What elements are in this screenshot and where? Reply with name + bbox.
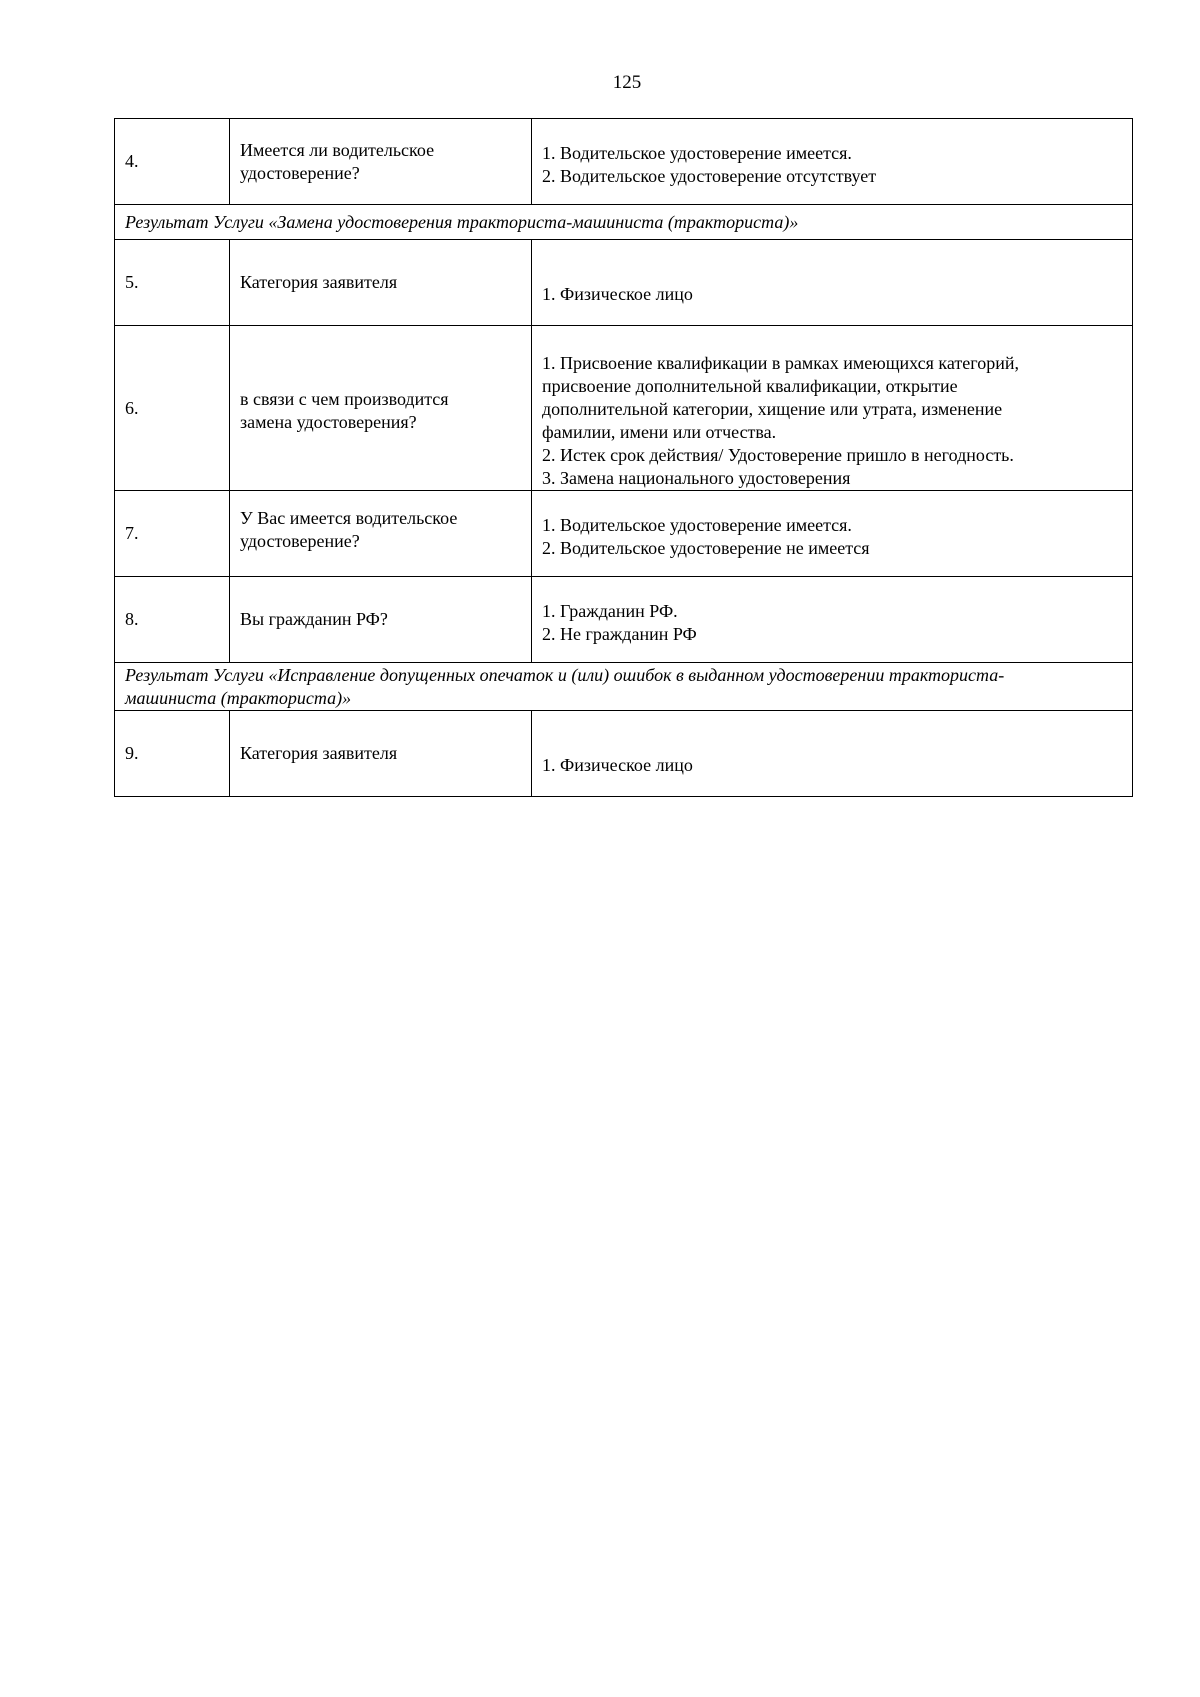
row-number: 7.	[115, 491, 230, 577]
answer-line: 2. Водительское удостоверение отсутствует	[542, 165, 877, 186]
row-number: 8.	[115, 577, 230, 663]
answer-line: 1. Гражданин РФ.	[542, 600, 678, 621]
question-line: Вы гражданин РФ?	[240, 609, 388, 629]
question-line: Категория заявителя	[240, 743, 398, 763]
question-cell	[230, 119, 532, 205]
row-number: 9.	[115, 711, 230, 797]
row-number: 4.	[115, 119, 230, 205]
answer-cell	[532, 119, 1133, 205]
answer-line: 3. Замена национального удостоверения	[542, 468, 851, 488]
answer-cell	[532, 711, 1133, 797]
question-cell	[230, 326, 532, 491]
question-line: удостоверение?	[240, 530, 360, 551]
question-line: У Вас имеется водительское	[240, 507, 458, 528]
answer-line: 2. Не гражданин РФ	[542, 623, 697, 644]
answer-line: 1. Присвоение квалификации в рамках имеющихся категорий,	[542, 353, 1019, 373]
answer-line: 1. Физическое лицо	[542, 284, 693, 304]
question-line: удостоверение?	[240, 162, 360, 183]
table-row	[115, 577, 1133, 663]
answer-cell	[532, 326, 1133, 491]
answer-cell	[532, 577, 1133, 663]
question-line: замена удостоверения?	[240, 412, 417, 432]
answer-line: 1. Физическое лицо	[542, 755, 693, 775]
table-row	[115, 491, 1133, 577]
page-number: 125	[612, 72, 642, 93]
questions-table	[114, 118, 1133, 797]
answer-line: присвоение дополнительной квалификации, открытие	[542, 376, 958, 396]
section-line: машиниста (тракториста)»	[125, 687, 352, 708]
table-row	[115, 240, 1133, 326]
answer-line: 1. Водительское удостоверение имеется.	[542, 142, 852, 163]
question-line: в связи с чем производится	[240, 389, 449, 409]
answer-line: дополнительной категории, хищение или утрата, изменение	[542, 399, 1003, 419]
question-line: Имеется ли водительское	[240, 139, 435, 160]
answer-line: 2. Водительское удостоверение не имеется	[542, 537, 870, 558]
answer-line: 2. Истек срок действия/ Удостоверение пришло в негодность.	[542, 445, 1014, 465]
section-line: Результат Услуги «Исправление допущенных опечаток и (или) ошибок в выданном удостоверении тракториста-	[125, 664, 1005, 685]
question-cell	[230, 711, 532, 797]
answer-cell	[532, 491, 1133, 577]
table-row	[115, 711, 1133, 797]
table-row	[115, 326, 1133, 491]
section-row	[115, 205, 1133, 240]
section-heading	[115, 663, 1133, 711]
section-heading	[115, 205, 1133, 240]
table-row	[115, 119, 1133, 205]
question-cell	[230, 491, 532, 577]
answer-line: 1. Водительское удостоверение имеется.	[542, 514, 852, 535]
answer-line: фамилии, имени или отчества.	[542, 422, 777, 442]
row-number: 6.	[115, 326, 230, 491]
question-cell	[230, 240, 532, 326]
question-cell	[230, 577, 532, 663]
question-line: Категория заявителя	[240, 272, 398, 292]
section-row	[115, 663, 1133, 711]
section-line: Результат Услуги «Замена удостоверения тракториста-машиниста (тракториста)»	[125, 211, 799, 232]
row-number: 5.	[115, 240, 230, 326]
answer-cell	[532, 240, 1133, 326]
